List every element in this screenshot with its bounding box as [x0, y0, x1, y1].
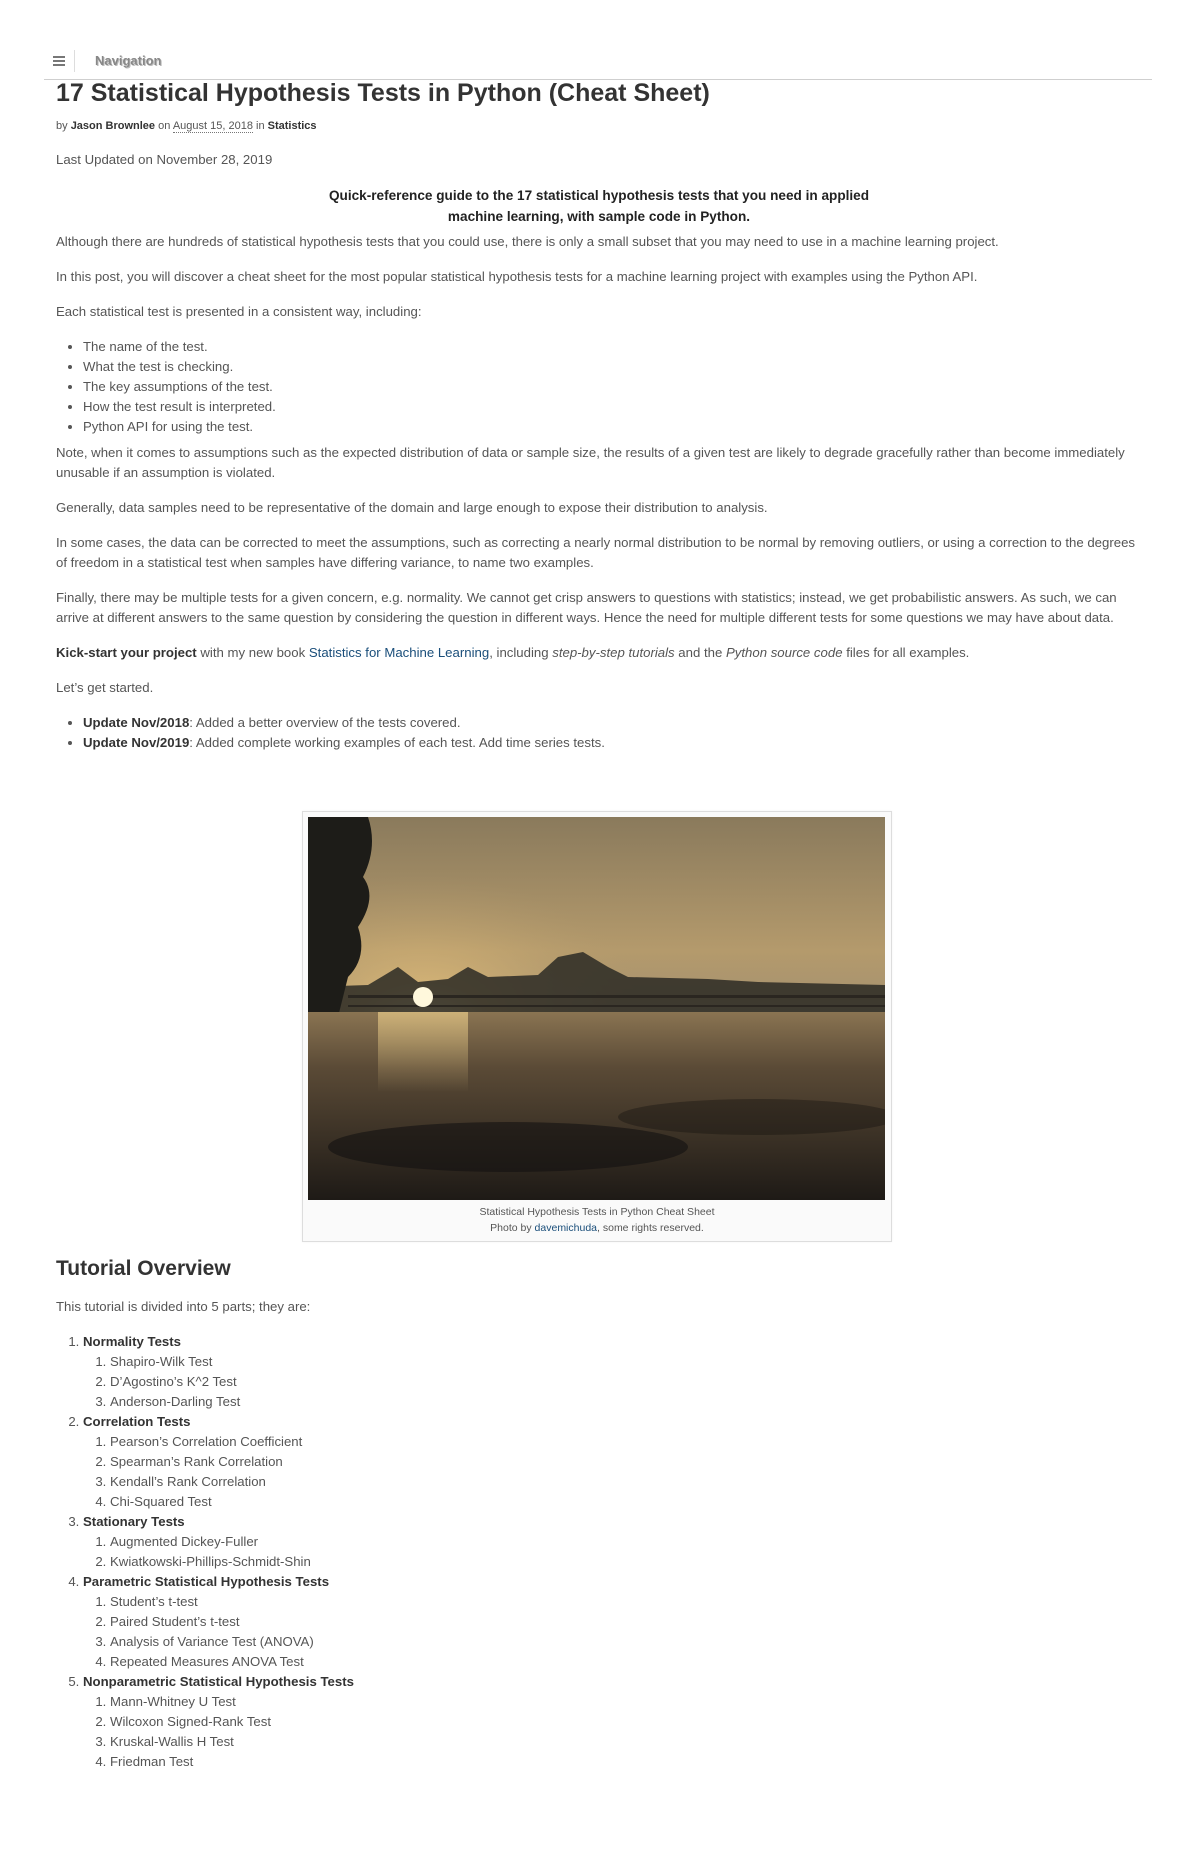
overview-lead: This tutorial is divided into 5 parts; they are: — [56, 1299, 311, 1314]
kickstart-lead: Kick-start your project — [56, 645, 197, 660]
update-item — [83, 733, 1142, 753]
sub-item: 3. Anderson-Darling Test — [110, 1392, 1142, 1412]
sub-item: 3. Kendall’s Rank Correlation — [110, 1472, 1142, 1492]
nav-toggle-button[interactable] — [50, 50, 75, 72]
sub-item: 1. Mann-Whitney U Test — [110, 1692, 1142, 1712]
sub-item: 1. Shapiro-Wilk Test — [110, 1352, 1142, 1372]
byline-by: by — [56, 120, 68, 132]
rain-sunset-photo — [308, 817, 885, 1200]
byline — [56, 118, 1142, 134]
part-item — [83, 1512, 1142, 1572]
photographer-link[interactable]: davemichuda — [534, 1222, 598, 1234]
part-title: Stationary Tests — [83, 1514, 185, 1529]
kickstart-text: and the — [674, 645, 726, 660]
post-date: August 15, 2018 — [172, 120, 253, 132]
figure-caption — [303, 1204, 891, 1236]
sub-item: 3. Analysis of Variance Test (ANOVA) — [110, 1632, 1142, 1652]
list-item: • What the test is checking. — [83, 357, 1142, 377]
sub-item: 2. Kwiatkowski-Phillips-Schmidt-Shin — [110, 1552, 1142, 1572]
list-item: • How the test result is interpreted. — [83, 397, 1142, 417]
paragraph: Although there are hundreds of statistical hypothesis tests that you could use, there is only a small subset that you may need to use in a machine learning project. — [56, 234, 999, 249]
presentation-list — [56, 337, 1142, 437]
sub-item: 4. Friedman Test — [110, 1752, 1142, 1772]
byline-on: on — [158, 120, 171, 132]
byline-in: in — [256, 120, 265, 132]
author-link[interactable]: Jason Brownlee — [70, 120, 156, 132]
update-label: Update Nov/2019 — [83, 735, 190, 750]
sub-item: 2. Paired Student’s t-test — [110, 1612, 1142, 1632]
caption-text: , some rights reserved. — [597, 1222, 704, 1234]
caption-credit — [303, 1220, 891, 1236]
navigation-bar — [44, 46, 1152, 80]
article — [56, 76, 1142, 753]
kickstart-paragraph — [56, 643, 1142, 663]
overview-heading: Tutorial Overview — [56, 1257, 231, 1280]
part-title: Correlation Tests — [83, 1414, 191, 1429]
part-title: Nonparametric Statistical Hypothesis Tests — [83, 1674, 354, 1689]
sub-item: 3. Kruskal-Wallis H Test — [110, 1732, 1142, 1752]
caption-title: Statistical Hypothesis Tests in Python Cheat Sheet — [479, 1206, 715, 1218]
kickstart-text: , including — [489, 645, 553, 660]
last-updated: Last Updated on November 28, 2019 — [56, 152, 273, 167]
list-item: • Python API for using the test. — [83, 417, 1142, 437]
sub-item: 2. Wilcoxon Signed-Rank Test — [110, 1712, 1142, 1732]
sub-list — [83, 1592, 1142, 1672]
sub-list — [83, 1532, 1142, 1572]
sub-list — [83, 1432, 1142, 1512]
sub-item: 1. Pearson’s Correlation Coefficient — [110, 1432, 1142, 1452]
sub-list — [83, 1352, 1142, 1412]
kickstart-emphasis: Python source code — [725, 645, 843, 660]
part-item — [83, 1672, 1142, 1772]
category-link[interactable]: Statistics — [267, 120, 317, 132]
sub-item: 2. D’Agostino’s K^2 Test — [110, 1372, 1142, 1392]
part-item — [83, 1332, 1142, 1412]
sub-item: 2. Spearman’s Rank Correlation — [110, 1452, 1142, 1472]
part-title: Parametric Statistical Hypothesis Tests — [83, 1574, 330, 1589]
update-label: Update Nov/2018 — [83, 715, 190, 730]
update-text: : Added complete working examples of each test. Add time series tests. — [189, 735, 605, 750]
sub-item: 1. Augmented Dickey-Fuller — [110, 1532, 1142, 1552]
intro-quote: Quick-reference guide to the 17 statistical hypothesis tests that you need in applied machine learning, with sample code in Python. — [328, 188, 870, 224]
kickstart-emphasis: step-by-step tutorials — [552, 645, 675, 660]
parts-list — [56, 1332, 1142, 1772]
nav-label[interactable]: Navigation — [95, 53, 162, 68]
list-item: • The key assumptions of the test. — [83, 377, 1142, 397]
kickstart-text: with my new book — [196, 645, 309, 660]
part-title: Normality Tests — [83, 1334, 181, 1349]
paragraph: Each statistical test is presented in a consistent way, including: — [56, 304, 422, 319]
hamburger-menu-icon — [53, 56, 65, 66]
update-text: : Added a better overview of the tests covered. — [189, 715, 461, 730]
sub-item: 4. Chi-Squared Test — [110, 1492, 1142, 1512]
update-list — [56, 713, 1142, 753]
paragraph: Generally, data samples need to be representative of the domain and large enough to expose their distribution to analysis. — [56, 500, 768, 515]
paragraph: In some cases, the data can be corrected to meet the assumptions, such as correcting a nearly normal distribution to be normal by removing outliers, or using a correction to the degrees of freedom in a statistical test when samples have differing variance, to name two examples. — [56, 535, 1135, 570]
paragraph: In this post, you will discover a cheat sheet for the most popular statistical hypothesis tests for a machine learning project with examples using the Python API. — [56, 269, 978, 284]
paragraph: Let’s get started. — [56, 680, 154, 695]
paragraph: Finally, there may be multiple tests for a given concern, e.g. normality. We cannot get crisp answers to questions with statistics; instead, we get probabilistic answers. As such, we can arrive at different answers to the same question by considering the question in different ways. Hence the need for multiple different tests for some questions we may have about data. — [56, 590, 1117, 625]
featured-figure — [302, 811, 892, 1242]
book-link[interactable]: Statistics for Machine Learning — [308, 645, 490, 660]
post-title: 17 Statistical Hypothesis Tests in Python (Cheat Sheet) — [56, 79, 710, 107]
sub-item: 4. Repeated Measures ANOVA Test — [110, 1652, 1142, 1672]
update-item — [83, 713, 1142, 733]
kickstart-text: files for all examples. — [842, 645, 970, 660]
part-item — [83, 1572, 1142, 1672]
part-item — [83, 1412, 1142, 1512]
sub-item: 1. Student’s t-test — [110, 1592, 1142, 1612]
list-item: • The name of the test. — [83, 337, 1142, 357]
sub-list — [83, 1692, 1142, 1772]
paragraph: Note, when it comes to assumptions such as the expected distribution of data or sample size, the results of a given test are likely to degrade gracefully rather than become immediately unusable if an assumption is violated. — [56, 445, 1125, 480]
caption-text: Photo by — [490, 1222, 535, 1234]
tutorial-overview — [56, 1254, 1142, 1772]
